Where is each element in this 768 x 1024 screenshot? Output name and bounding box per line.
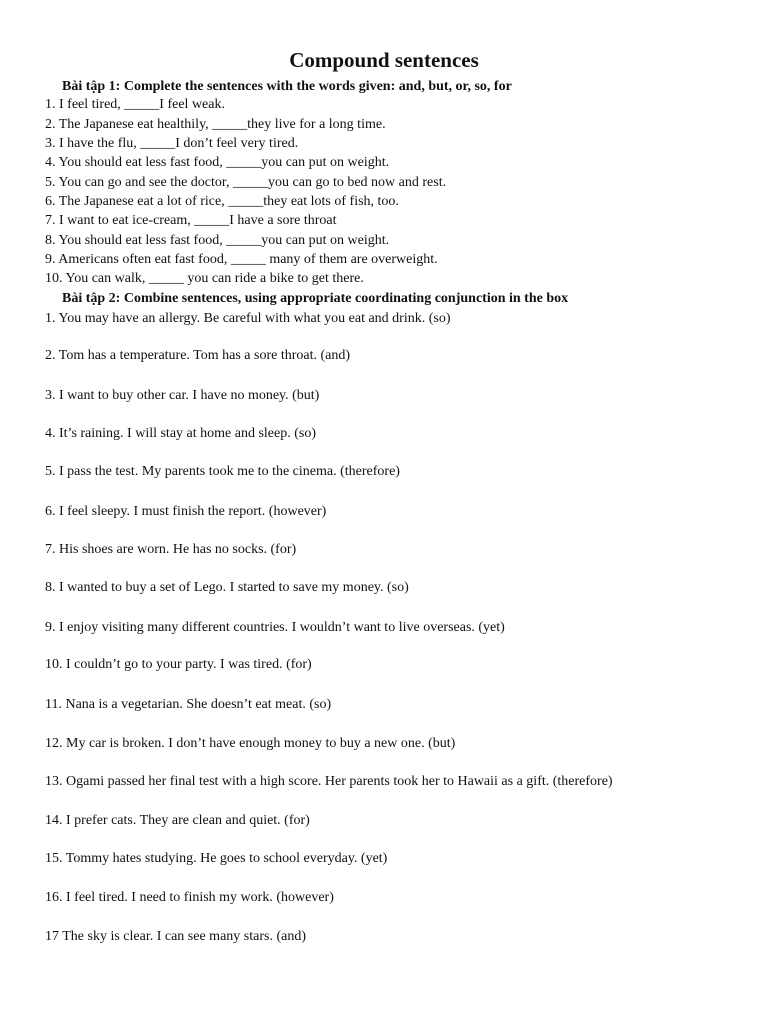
exercise-1-item-10: 10. You can walk, _____ you can ride a bike to get there. bbox=[45, 271, 364, 286]
exercise-2-item-3: 3. I want to buy other car. I have no money. (but) bbox=[45, 388, 320, 403]
exercise-1-item-6: 6. The Japanese eat a lot of rice, _____they eat lots of fish, too. bbox=[45, 194, 399, 209]
exercise-2-item-2: 2. Tom has a temperature. Tom has a sore throat. (and) bbox=[45, 348, 351, 363]
exercise-1-item-2: 2. The Japanese eat healthily, _____they live for a long time. bbox=[45, 117, 386, 132]
exercise-1-item-9: 9. Americans often eat fast food, _____ many of them are overweight. bbox=[45, 252, 438, 267]
exercise-2-item-7: 7. His shoes are worn. He has no socks. (for) bbox=[45, 542, 297, 557]
exercise-2-item-5: 5. I pass the test. My parents took me to the cinema. (therefore) bbox=[45, 464, 400, 479]
exercise-1-item-5: 5. You can go and see the doctor, _____you can go to bed now and rest. bbox=[45, 175, 447, 190]
exercise-1-item-7: 7. I want to eat ice-cream, _____I have a sore throat bbox=[45, 213, 337, 228]
exercise-2-item-15: 15. Tommy hates studying. He goes to school everyday. (yet) bbox=[45, 851, 388, 866]
exercise-1-heading: Bài tập 1: Complete the sentences with the words given: and, but, or, so, for bbox=[62, 79, 512, 94]
exercise-2-item-9: 9. I enjoy visiting many different countries. I wouldn’t want to live overseas. (yet) bbox=[45, 620, 505, 635]
exercise-2-item-13: 13. Ogami passed her final test with a high score. Her parents took her to Hawaii as a gift. (therefore) bbox=[45, 774, 613, 789]
exercise-2-item-12: 12. My car is broken. I don’t have enough money to buy a new one. (but) bbox=[45, 736, 456, 751]
exercise-2-item-6: 6. I feel sleepy. I must finish the report. (however) bbox=[45, 504, 327, 519]
exercise-1-item-1: 1. I feel tired, _____I feel weak. bbox=[45, 97, 225, 112]
exercise-2-item-1: 1. You may have an allergy. Be careful with what you eat and drink. (so) bbox=[45, 311, 451, 326]
exercise-1-item-4: 4. You should eat less fast food, _____you can put on weight. bbox=[45, 155, 390, 170]
exercise-2-item-16: 16. I feel tired. I need to finish my work. (however) bbox=[45, 890, 334, 905]
exercise-1-item-3: 3. I have the flu, _____I don’t feel very tired. bbox=[45, 136, 299, 151]
exercise-1-item-8: 8. You should eat less fast food, _____you can put on weight. bbox=[45, 233, 390, 248]
exercise-2-item-4: 4. It’s raining. I will stay at home and sleep. (so) bbox=[45, 426, 316, 441]
exercise-2-item-10: 10. I couldn’t go to your party. I was tired. (for) bbox=[45, 657, 312, 672]
exercise-2-item-14: 14. I prefer cats. They are clean and quiet. (for) bbox=[45, 813, 310, 828]
page-title: Compound sentences bbox=[289, 48, 479, 72]
exercise-2-heading: Bài tập 2: Combine sentences, using appropriate coordinating conjunction in the box bbox=[62, 291, 569, 306]
exercise-2-item-8: 8. I wanted to buy a set of Lego. I started to save my money. (so) bbox=[45, 580, 409, 595]
exercise-2-item-11: 11. Nana is a vegetarian. She doesn’t eat meat. (so) bbox=[45, 697, 332, 712]
exercise-2-item-17: 17 The sky is clear. I can see many stars. (and) bbox=[45, 929, 306, 944]
